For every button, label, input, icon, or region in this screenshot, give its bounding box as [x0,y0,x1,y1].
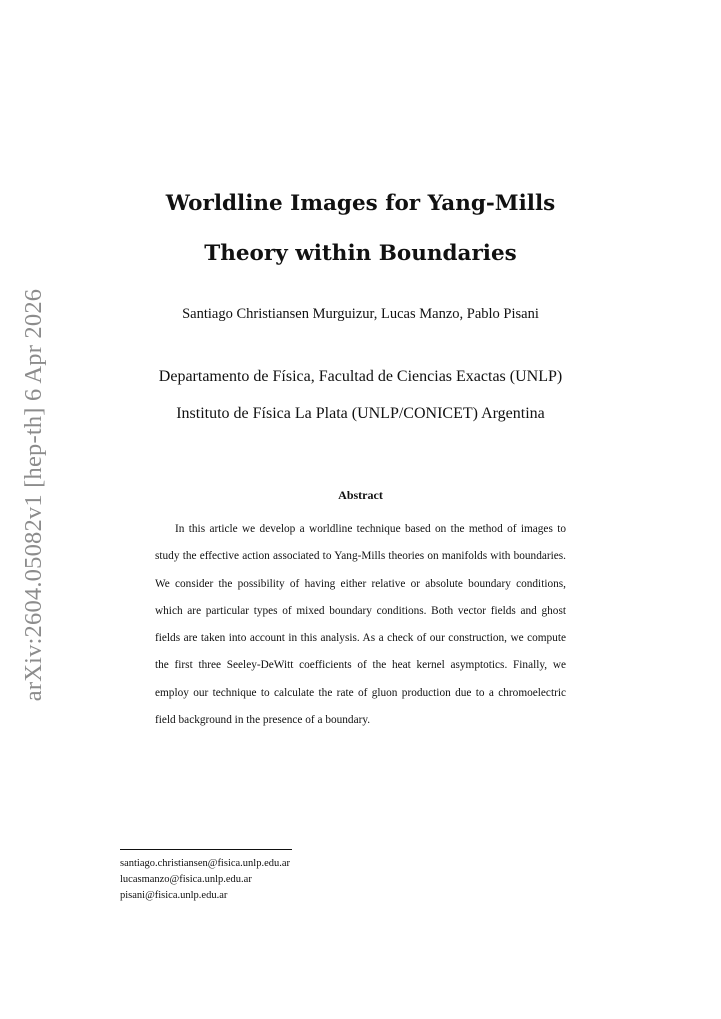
paper-title-line-1: Worldline Images for Yang-Mills [165,191,556,216]
arxiv-identifier-text: arXiv:2604.05082v1 [hep-th] 6 Apr 2026 [20,288,48,702]
footnote-email-3[interactable]: pisani@fisica.unlp.edu.ar [120,890,228,901]
affiliation-1: Departamento de Física, Facultad de Ciencias Exactas (UNLP) [158,368,563,385]
abstract-text: In this article we develop a worldline technique based on the method of images to study the effective action associated to Yang-Mills theories on manifolds with boundaries. We consider the possibility of having either relative or absolute boundary conditions, which are particular types of mixed boundary conditions. Both vector fields and ghost fields are taken into account in this analysis. As a check of our construction, we compute the first three Seeley-DeWitt coefficients of the heat kernel asymptotics. Finally, we employ our technique to calculate the rate of gluon production due to a chromoelectric field background in the presence of a boundary. [155,523,566,727]
footnote-divider [120,849,292,850]
footnote-email-1[interactable]: santiago.christiansen@fisica.unlp.edu.ar [120,858,291,869]
affiliation-2: Instituto de Física La Plata (UNLP/CONICET) Argentina [176,405,545,422]
footnote-list [120,856,290,904]
footnote-email-2[interactable]: lucasmanzo@fisica.unlp.edu.ar [120,874,252,885]
author-list: Santiago Christiansen Murguizur, Lucas Manzo, Pablo Pisani [182,306,539,322]
paper-title-line-2: Theory within Boundaries [204,241,517,266]
abstract-heading: Abstract [338,488,383,502]
